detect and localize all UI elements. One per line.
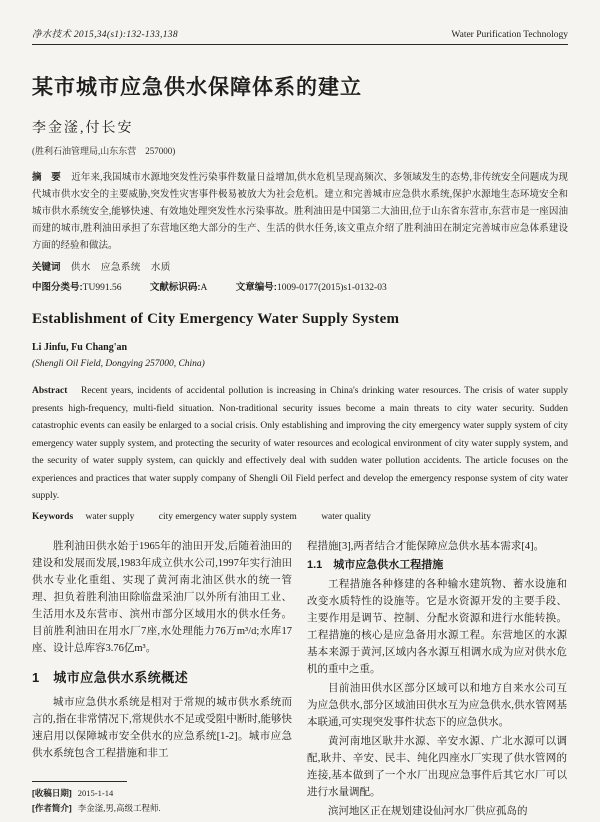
journal-name-en: Water Purification Technology <box>451 30 568 40</box>
authors-cn: 李金滏,付长安 <box>32 121 134 136</box>
author-bio-line <box>32 801 292 816</box>
right-column <box>307 538 567 822</box>
article-id: 文章编号:1009-0177(2015)s1-0132-03 <box>235 282 387 293</box>
section-1-paragraph: 城市应急供水系统是相对于常规的城市供水系统而言的,指在非常情况下,常规供水不足或受阻中断时,能够快速启用以保障城市安全供水的应急系统[1-2]。城市应急供水系统包含工程措施和非工 <box>32 696 292 759</box>
abstract-text-cn: 近年来,我国城市水源地突发性污染事件数量日益增加,供水危机呈现高频次、多领域发生的态势,非传统安全问题成为现代城市供水安全的主要威胁,突发性灾害事件极易被放大为社会危机。建立和完善城市应急供水系统,保护水源地生态环境安全和城市供水系统安全,能够快速、有效地处理突发性水污染事故。胜利油田是中国第二大油田,位于山东省东营市,东营市是一座因油而建的城市,胜利油田承担了东营地区绝大部分的生产、生活的供水任务,该文重点介绍了胜利油田在制定完善城市应急体系建设方面的经验和做法。 <box>32 173 568 251</box>
classification-line <box>32 279 568 293</box>
affiliation-cn: (胜利石油管理局,山东东营 257000) <box>32 146 176 156</box>
author-bio-value: 李金滏,男,高级工程师. <box>77 802 161 813</box>
received-date-value: 2015-1-14 <box>77 787 114 798</box>
abstract-cn <box>32 169 568 255</box>
keyword-term: city emergency water supply system <box>158 511 297 522</box>
keywords-text-cn: 供水 应急系统 水质 <box>70 263 171 273</box>
abstract-text-en: Recent years, incidents of accidental pollution is increasing in China's drinking water resources. The crisis of water supply presents high-frequency, multi-field situation. Non-traditional security issues become a main threats to city water security. Sudden catastrophic events can easily be enlarged to a social crisis. Only establishing and improving the city emergency water supply system of city emergency water supply system, and protecting the security of water resources and ecological environment of city water supply system, and the security of water supply system, can quickly and effectively deal with sudden water pollution accidents. The article focuses on the experiences and practices that water supply company of Shengli Oil Field perfect and develop the emergency response system of city water supply. <box>32 386 569 501</box>
received-date-line <box>32 786 292 801</box>
affiliation-en: (Shengli Oil Field, Dongying 257000, China) <box>32 359 205 369</box>
keywords-label-en: Keywords <box>32 511 74 522</box>
footnote-block <box>32 781 292 816</box>
section-1-1-paragraph: 黄河南地区耿井水源、辛安水源、广北水源可以调配,耿井、辛安、民丰、纯化四座水厂实现了供水管网的连接,基本做到了一个水厂出现应急事件后其它水厂可以进行水量调配。 <box>307 735 567 798</box>
abstract-label-cn: 摘 要 <box>32 172 61 183</box>
received-date-label: [收稿日期] <box>32 787 72 798</box>
body-columns <box>32 538 568 822</box>
section-1-1-heading: 1.1 城市应急供水工程措施 <box>307 558 444 571</box>
header-rule <box>32 44 568 45</box>
keyword-term: water quality <box>321 511 372 522</box>
article-title-en: Establishment of City Emergency Water Supply System <box>32 311 400 327</box>
section-1-paragraph-continued: 程措施[3],两者结合才能保障应急供水基本需求[4]。 <box>307 540 545 552</box>
document-code: 文献标识码:A <box>149 282 208 293</box>
keyword-term: water supply <box>85 511 135 522</box>
footnote-rule <box>32 781 127 782</box>
journal-citation-cn: 净水技术 2015,34(s1):132-133,138 <box>32 30 178 40</box>
keywords-label-cn: 关键词 <box>32 262 61 273</box>
section-1-1-paragraph-truncated: 滨河地区正在规划建设仙河水厂供应孤岛的 <box>328 805 528 817</box>
clc-number: 中图分类号:TU991.56 <box>32 282 122 293</box>
abstract-en <box>32 383 568 506</box>
article-title-cn: 某市城市应急供水保障体系的建立 <box>32 76 362 99</box>
section-1-1-paragraph: 工程措施各种修建的各种输水建筑物、蓄水设施和改变水质特性的设施等。它是水资源开发的主要手段、主要作用是调节、控制、分配水资源和进行水能转换。工程措施的核心是应急备用水源工程。东营地区的水源基本来源于黄河,区域内各水源互相调水成为应对供水危机的重中之重。 <box>307 578 567 675</box>
keywords-en <box>32 512 568 522</box>
abstract-label-en: Abstract <box>32 386 68 396</box>
authors-en: Li Jinfu, Fu Chang'an <box>32 342 128 353</box>
journal-running-head <box>32 26 568 40</box>
section-1-1-paragraph: 目前油田供水区部分区域可以和地方自来水公司互为应急供水,部分区域油田供水互为应急供水,供水管网基本联通,可实现突发事件状态下的应急供水。 <box>307 682 567 728</box>
intro-paragraph: 胜利油田供水始于1965年的油田开发,后随着油田的建设和发展而发展,1983年成立供水公司,1997年实行油田供水专业化重组、实现了黄河南北油区供水的统一管理、担负着胜利油田除临盘采油厂以外所有油田工业、生活用水及东营市、滨州市部分区域用水的供水任务。目前胜利油田在用水厂7座,水处理能力76万m³/d;水库17座、设计总库容3.76亿m³。 <box>32 540 292 654</box>
keywords-cn <box>32 259 568 273</box>
author-bio-label: [作者简介] <box>32 802 72 813</box>
section-1-heading: 1 城市应急供水系统概述 <box>32 669 189 685</box>
left-column <box>32 538 292 816</box>
